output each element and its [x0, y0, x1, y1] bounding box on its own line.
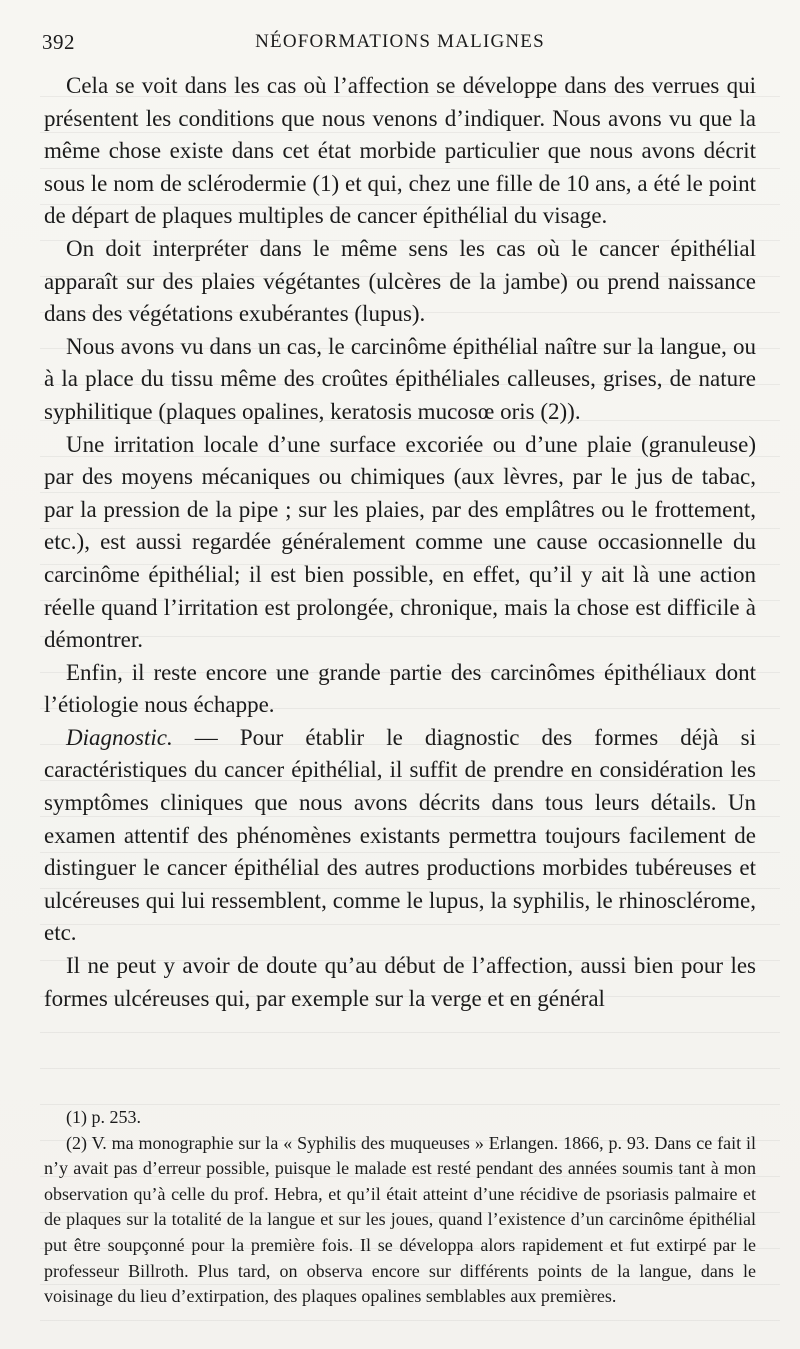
diagnostic-text: — Pour établir le diagnostic des formes déjà si caractéristiques du cancer épithélial, il suffit de prendre en considération les symptômes cliniques que nous avons décrits dans tous leurs détails. Un examen attentif des phénomènes existants permettra toujours facilement de distinguer le cancer épithélial des autres productions morbides tubéreuses et ulcéreuses qui lui ressemblent, comme le lupus, la syphilis, le rhinosclérome, etc.	[44, 724, 756, 946]
running-title: NÉOFORMATIONS MALIGNES	[255, 31, 545, 52]
paragraph-verrues: Cela se voit dans les cas où l’affection se développe dans des verrues qui présentent les conditions que nous venons d’indiquer. Nous avons vu que la même chose existe dans cet état morbide particulier que nous avons décrit sous le nom de sclérodermie (1) et qui, chez une fille de 10 ans, a été le point de départ de plaques multiples de cancer épithélial du visage.	[44, 73, 756, 229]
paragraph-diagnostic	[44, 722, 756, 950]
paragraph-debut-affection: Il ne peut y avoir de doute qu’au début de l’affection, aussi bien pour les formes ulcéreuses qui, par exemple sur la verge et en général	[44, 953, 756, 1011]
section-heading-diagnostic: Diagnostic.	[66, 724, 173, 750]
footnote-2: (2) V. ma monographie sur la « Syphilis des muqueuses » Erlangen. 1866, p. 93. Dans ce fait il n’y avait pas d’erreur possible, puisque le malade est resté pendant des années soumis tant à mon observation qu’à celle du prof. Hebra, et qu’il était atteint d’une récidive de psoriasis palmaire et de plaques sur la totalité de la langue et sur les joues, quand l’existence d’un carcinôme épithélial put être soupçonné pour la première fois. Il se développa alors rapidement et fut extirpé par le professeur Billroth. Plus tard, on observa encore sur différents points de la langue, dans le voisinage du lieu d’extirpation, des plaques opalines semblables aux premières.	[44, 1132, 756, 1307]
paragraph-plaies-vegetantes: On doit interpréter dans le même sens les cas où le cancer épithélial apparaît sur des plaies végétantes (ulcères de la jambe) ou prend naissance dans des végétations exubérantes (lupus).	[44, 235, 756, 327]
paragraph-langue: Nous avons vu dans un cas, le carcinôme épithélial naître sur la langue, ou à la place du tissu même des croûtes épithéliales calleuses, grises, de nature syphilitique (plaques opalines, keratosis mucosœ oris (2)).	[44, 333, 756, 424]
footnotes	[44, 1105, 756, 1310]
page-number: 392	[42, 30, 75, 54]
body-text	[44, 70, 756, 1015]
paragraph-irritation-locale: Une irritation locale d’une surface excoriée ou d’une plaie (granuleuse) par des moyens mécaniques ou chimiques (aux lèvres, par le jus de tabac, par la pression de la pipe ; sur les plaies, par des emplâtres ou le frottement, etc.), est aussi regardée généralement comme une cause occasionnelle du carcinôme épithélial; il est bien possible, en effet, qu’il y ait là une action réelle quand l’irritation est prolongée, chronique, mais la chose est difficile à démontrer.	[44, 431, 756, 653]
page-header	[42, 30, 758, 60]
footnote-1: (1) p. 253.	[66, 1107, 141, 1127]
paragraph-etiologie: Enfin, il reste encore une grande partie des carcinômes épithéliaux dont l’étiologie nous échappe.	[44, 659, 756, 718]
